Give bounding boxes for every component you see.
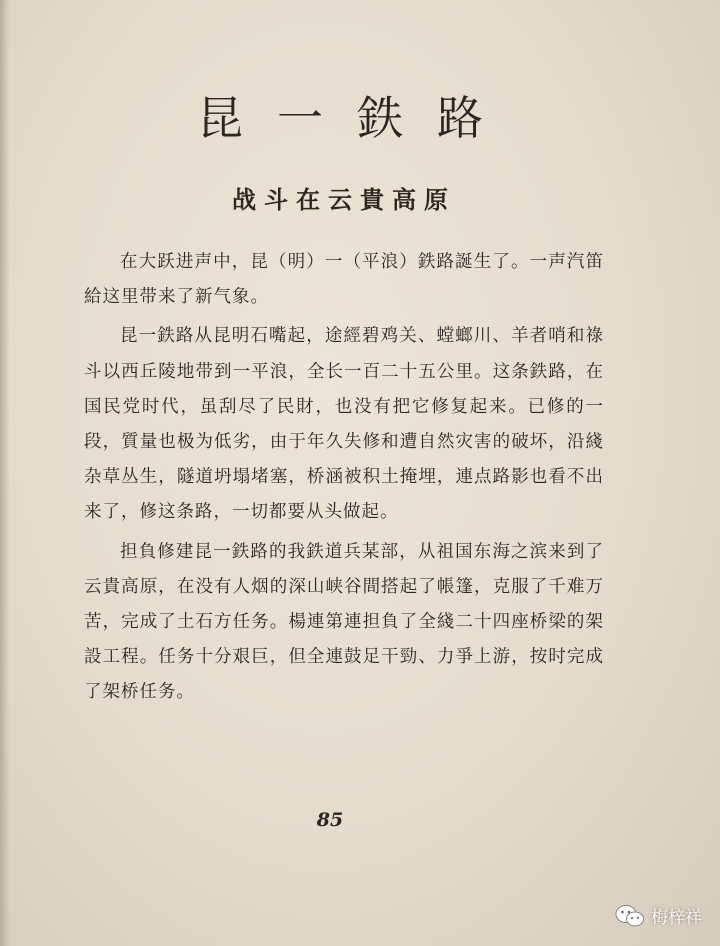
wechat-icon (615, 904, 645, 928)
page-number: 85 (316, 809, 344, 831)
watermark (615, 903, 702, 928)
section-subtitle: 战斗在云貴高原 (232, 185, 456, 214)
paragraph-2: 昆一鉄路从昆明石嘴起，途經碧鸡关、螳螂川、羊者哨和祿斗以西丘陵地带到一平浪，全长一百二十五公里。这条鉄路，在国民党时代，虽刮尽了民財，也没有把它修复起来。已修的一段，質量也极为低劣，由于年久失修和遭自然灾害的破坏，沿綫杂草丛生，隧道坍塌堵塞，桥涵被积土掩埋，連点路影也看不出来了，修这条路，一切都要从头做起。 (84, 326, 604, 523)
watermark-text: 梅梓祥 (651, 908, 702, 928)
paragraph-1: 在大跃进声中，昆（明）一（平浪）鉄路誕生了。一声汽笛給这里带来了新气象。 (84, 252, 604, 308)
body-text (84, 245, 604, 711)
chapter-title: 昆一鉄路 (197, 91, 517, 145)
paragraph-3: 担負修建昆一鉄路的我鉄道兵某部，从祖国东海之滨来到了云貴高原，在没有人烟的深山峡谷間搭起了帳篷，克服了千难万苦，完成了土石方任务。楊連第連担負了全綫二十四座桥梁的架設工程。任务十分艰巨，但全連鼓足干勁、力爭上游，按时完成了架桥任务。 (84, 541, 604, 703)
